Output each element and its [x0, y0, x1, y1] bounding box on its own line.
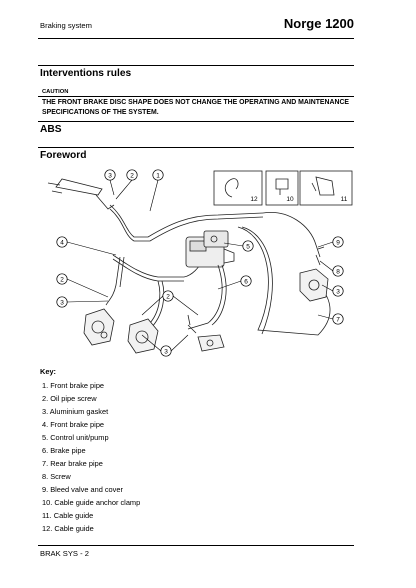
callout-2-left: 2: [60, 276, 64, 284]
abs-control-unit: [186, 231, 234, 267]
key-item-12: 12. Cable guide: [42, 524, 94, 533]
callout-8: 8: [336, 268, 340, 276]
key-item-5: 5. Control unit/pump: [42, 433, 109, 442]
key-item-11: 11. Cable guide: [42, 511, 94, 520]
abs-title: ABS: [40, 124, 62, 135]
interventions-top-rule: [38, 65, 354, 66]
caution-rule: [38, 96, 354, 97]
caution-label: CAUTION: [42, 89, 69, 95]
foreword-top-rule: [38, 147, 354, 148]
callout-3-right: 3: [336, 288, 340, 296]
foreword-title: Foreword: [40, 150, 87, 161]
interventions-title: Interventions rules: [40, 68, 132, 79]
header-section-title: Braking system: [40, 21, 92, 30]
front-master-cylinder: [56, 179, 102, 195]
key-item-10: 10. Cable guide anchor clamp: [42, 498, 141, 507]
callout-5: 5: [246, 243, 250, 251]
callout-6: 6: [244, 278, 248, 286]
header-rule: [38, 38, 354, 39]
callout-2-top: 2: [130, 172, 134, 180]
key-item-2: 2. Oil pipe screw: [42, 394, 97, 403]
callout-10: 10: [286, 196, 294, 203]
front-left-caliper: [84, 309, 114, 345]
callout-7: 7: [336, 316, 340, 324]
callout-2-center: 2: [166, 293, 170, 301]
caution-text: THE FRONT BRAKE DISC SHAPE DOES NOT CHANGE THE OPERATING AND MAINTENANCE SPECIFICATIONS OF THE SYSTEM.: [42, 99, 350, 116]
footer-rule: [38, 545, 354, 546]
abs-top-rule: [38, 121, 354, 122]
pipe-union: [198, 335, 224, 351]
callout-1: 1: [156, 172, 160, 180]
key-title: Key:: [40, 367, 57, 376]
key-item-9: 9. Bleed valve and cover: [42, 485, 123, 494]
key-item-3: 3. Aluminium gasket: [42, 407, 109, 416]
callout-3-center: 3: [164, 348, 168, 356]
callout-9: 9: [336, 239, 340, 247]
left-caliper-pipe: [106, 257, 120, 305]
key-item-4: 4. Front brake pipe: [42, 420, 105, 429]
callout-4: 4: [60, 239, 64, 247]
callout-11: 11: [340, 196, 348, 203]
key-item-8: 8. Screw: [42, 472, 71, 481]
callout-3-left: 3: [60, 299, 64, 307]
key-item-6: 6. Brake pipe: [42, 446, 86, 455]
key-item-7: 7. Rear brake pipe: [42, 459, 103, 468]
footer-page-label: BRAK SYS - 2: [40, 549, 89, 558]
callout-3-top: 3: [108, 172, 112, 180]
front-brake-pipe-1: [110, 205, 263, 237]
rear-caliper: [300, 269, 328, 301]
key-item-1: 1. Front brake pipe: [42, 381, 105, 390]
callout-12: 12: [250, 196, 258, 203]
brake-system-diagram: [38, 165, 356, 365]
header-model-title: Norge 1200: [283, 16, 354, 31]
